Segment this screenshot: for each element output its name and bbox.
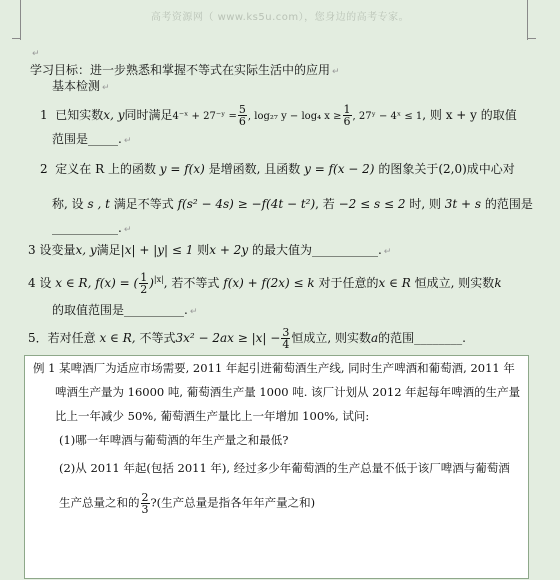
example-line-3: 比上一年减少 50%, 葡萄酒生产量比上一年增加 100%, 试问:: [55, 409, 370, 423]
section-title: 基本检测 ↵: [52, 79, 110, 93]
question-4-line-1: 4 设 x ∈ R, f(x) = ( $\frac{1}{2}$ )$^{|x|}$, 若不等式 f(x) + f(2x) ≤ k 对于任意的x ∈ R 恒成立, 则实数k: [28, 271, 502, 296]
corner-mark-top-right: [527, 30, 536, 39]
question-3: 3 设变量x, y满足|x| + |y| ≤ 1 则x + 2y 的最大值为___________. ↵: [28, 243, 392, 257]
fraction-3-4: $\frac{3}{4}$: [282, 326, 290, 351]
question-2-line-1: 2 定义在 R 上的函数 y = f(x) 是增函数, 且函数 y = f(x − 2) 的图象关于(2,0)成中心对: [40, 162, 515, 176]
answer-blank: ___________: [311, 243, 378, 257]
example-line-6: 生产总量之和的 $\frac{2}{3}$ ?(生产总量是指各年年产量之和): [59, 491, 316, 516]
fraction-5-6: $\frac{5}{6}$: [238, 103, 246, 128]
example-box: [24, 355, 529, 579]
question-2-line-3: ___________. ↵: [52, 221, 132, 235]
corner-mark-top-left: [12, 30, 21, 39]
answer-blank: ___________: [52, 221, 118, 235]
answer-blank: ________: [414, 331, 463, 345]
example-question-1: (1)哪一年啤酒与葡萄酒的年生产量之和最低?: [59, 433, 289, 447]
example-line-2: 啤酒生产量为 16000 吨, 葡萄酒生产量 1000 吨. 该厂计划从 2012 年起每年啤酒的生产量: [55, 385, 521, 399]
question-4-line-2: 的取值范围是__________. ↵: [52, 303, 198, 317]
question-1-line-1: 1 已知实数x, y同时满足4⁻ˣ + 27⁻ʸ = $\frac{5}{6}$ , log₂₇ y − log₄ x ≥ $\frac{1}{6}$ , 27ʸ − 4ˣ ≤ 1, 则 x + y 的取值: [40, 103, 517, 128]
question-2-line-2: 称, 设 s , t 满足不等式 f(s² − 4s) ≥ −f(4t − t²), 若 −2 ≤ s ≤ 2 时, 则 3t + s 的范围是: [52, 197, 533, 211]
fraction-2-3: $\frac{2}{3}$: [141, 491, 149, 516]
learning-goal: 学习目标：进一步熟悉和掌握不等式在实际生活中的应用 ↵: [30, 63, 340, 77]
fraction-1-6: $\frac{1}{6}$: [343, 103, 351, 128]
fraction-1-2: $\frac{1}{2}$: [140, 271, 148, 296]
question-5: 5．若对任意 x ∈ R, 不等式3x² − 2ax ≥ |x| − $\frac{3}{4}$ 恒成立, 则实数a的范围________.: [28, 326, 466, 351]
example-line-1: 例 1 某啤酒厂为适应市场需要, 2011 年起引进葡萄酒生产线, 同时生产啤酒和葡萄酒, 2011 年: [33, 361, 515, 375]
answer-blank: _____: [88, 132, 119, 146]
answer-blank: __________: [124, 303, 185, 317]
empty-line: ↵: [32, 49, 40, 59]
page-header: 高考资源网（ www.ks5u.com），您身边的高考专家。: [150, 12, 410, 23]
question-1-line-2: 范围是_____. ↵: [52, 132, 132, 146]
example-question-2: (2)从 2011 年起(包括 2011 年), 经过多少年葡萄酒的生产总量不低于该厂啤酒与葡萄酒: [59, 461, 510, 475]
